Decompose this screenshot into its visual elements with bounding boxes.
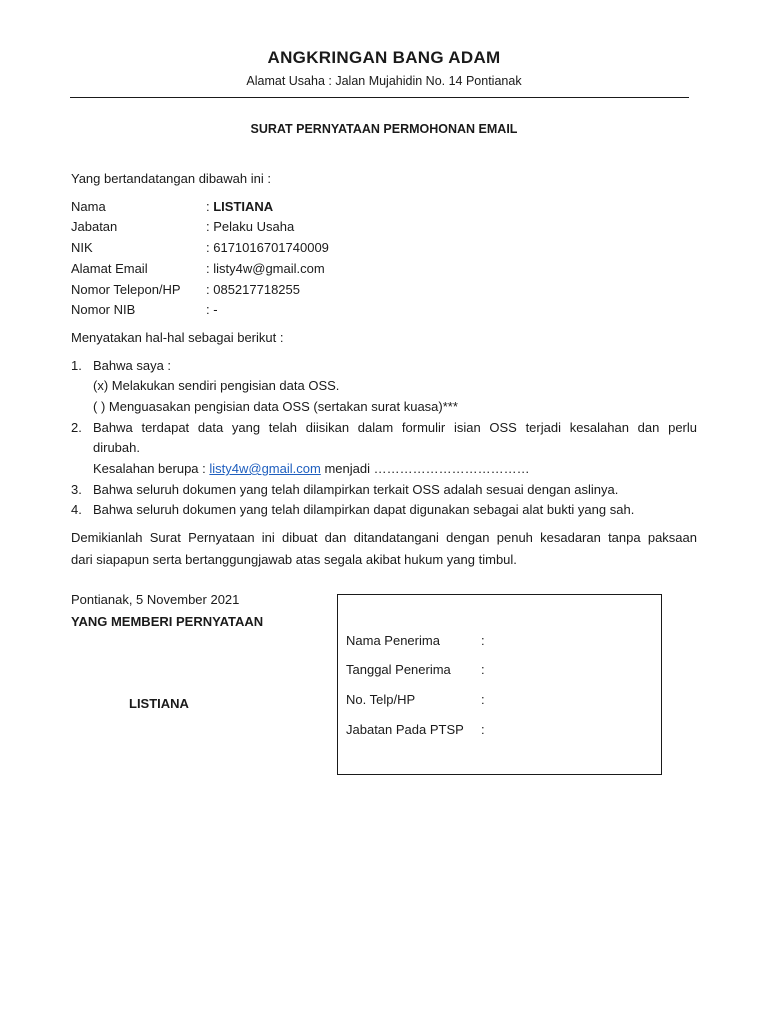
point-2-text-line-1: Bahwa terdapat data yang telah diisikan dalam formulir isian OSS terjadi kesalahan dan perlu xyxy=(93,420,697,435)
letterhead-title: ANGKRINGAN BANG ADAM xyxy=(267,48,501,67)
receiver-colon-phone: : xyxy=(481,692,485,707)
field-value-nik xyxy=(206,240,329,255)
field-label-name: Nama xyxy=(71,199,106,214)
closing-line-2: dari siapapun serta bertanggungjawab atas segala akibat hukum yang timbul. xyxy=(71,552,517,567)
field-value-phone xyxy=(206,282,300,297)
position-value: Pelaku Usaha xyxy=(213,219,295,234)
signer-name: LISTIANA xyxy=(129,696,189,711)
field-value-position xyxy=(206,219,294,234)
field-value-nib xyxy=(206,302,218,317)
field-value-email xyxy=(206,261,325,276)
field-label-email: Alamat Email xyxy=(71,261,148,276)
error-replacement: menjadi ……………………………… xyxy=(320,461,530,476)
point-1-option-1: (x) Melakukan sendiri pengisian data OSS. xyxy=(93,378,340,393)
colon: : xyxy=(206,302,214,317)
field-value-name xyxy=(206,199,273,214)
intro-text: Yang bertandatangan dibawah ini : xyxy=(71,171,271,186)
signer-role: YANG MEMBERI PERNYATAAN xyxy=(71,614,264,629)
receiver-colon-position: : xyxy=(481,722,485,737)
point-1-number: 1. xyxy=(71,358,82,373)
point-2-text-line-2: dirubah. xyxy=(93,440,140,455)
colon: : xyxy=(206,261,214,276)
nib-value: - xyxy=(213,302,218,317)
receiver-label-name: Nama Penerima xyxy=(346,633,440,648)
colon: : xyxy=(206,282,214,297)
header-divider xyxy=(70,97,689,98)
point-3-number: 3. xyxy=(71,482,82,497)
point-1-text: Bahwa saya : xyxy=(93,358,172,373)
receiver-colon-name: : xyxy=(481,633,485,648)
point-4-text: Bahwa seluruh dokumen yang telah dilampirkan dapat digunakan sebagai alat bukti yang sah. xyxy=(93,502,635,517)
receiver-label-date: Tanggal Penerima xyxy=(346,662,451,677)
field-label-nik: NIK xyxy=(71,240,93,255)
receiver-colon-date: : xyxy=(481,662,485,677)
point-2-error-line xyxy=(93,461,530,476)
receiver-label-position: Jabatan Pada PTSP xyxy=(346,722,464,737)
nik-value: 6171016701740009 xyxy=(213,240,329,255)
place-date: Pontianak, 5 November 2021 xyxy=(71,592,240,607)
statement-intro: Menyatakan hal-hal sebagai berikut : xyxy=(71,330,284,345)
error-label: Kesalahan berupa : xyxy=(93,461,210,476)
receiver-box xyxy=(337,594,662,775)
field-label-position: Jabatan xyxy=(71,219,118,234)
email-link[interactable]: listy4w@gmail.com xyxy=(209,461,321,476)
phone-value: 085217718255 xyxy=(213,282,300,297)
point-3-text: Bahwa seluruh dokumen yang telah dilampirkan terkait OSS adalah sesuai dengan aslinya. xyxy=(93,482,619,497)
point-2-number: 2. xyxy=(71,420,82,435)
field-label-phone: Nomor Telepon/HP xyxy=(71,282,181,297)
business-address: Alamat Usaha : Jalan Mujahidin No. 14 Pontianak xyxy=(246,74,522,88)
colon: : xyxy=(206,199,214,214)
document-title: SURAT PERNYATAAN PERMOHONAN EMAIL xyxy=(250,122,518,136)
receiver-label-phone: No. Telp/HP xyxy=(346,692,416,707)
closing-line-1: Demikianlah Surat Pernyataan ini dibuat dan ditandatangani dengan penuh kesadaran tanpa paksaan xyxy=(71,530,697,545)
colon: : xyxy=(206,219,214,234)
name-value: LISTIANA xyxy=(213,199,274,214)
point-4-number: 4. xyxy=(71,502,82,517)
email-value: listy4w@gmail.com xyxy=(213,261,325,276)
field-label-nib: Nomor NIB xyxy=(71,302,136,317)
colon: : xyxy=(206,240,214,255)
point-1-option-2: ( ) Menguasakan pengisian data OSS (sertakan surat kuasa)*** xyxy=(93,399,458,414)
